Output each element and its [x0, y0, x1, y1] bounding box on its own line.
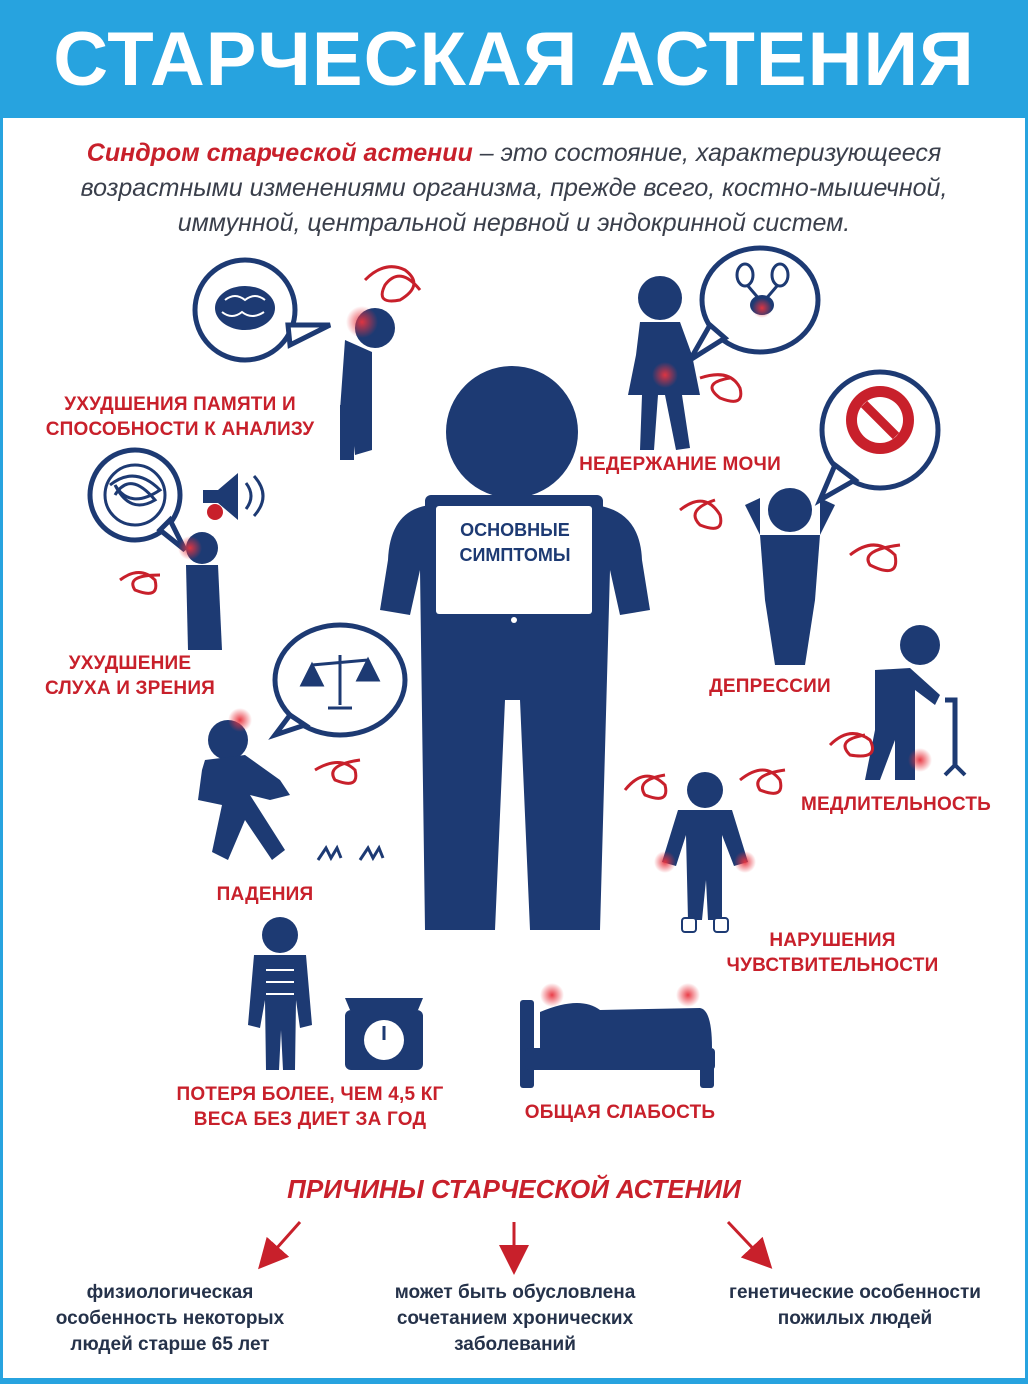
cause-2-line-2: сочетанием хронических [396, 1308, 634, 1329]
cause-arrow-left [268, 1222, 300, 1258]
bottom-border [0, 1378, 1028, 1384]
page-title: СТАРЧЕСКАЯ АСТЕНИЯ [53, 16, 975, 102]
squiggle [625, 775, 666, 798]
symptom-urine: НЕДЕРЖАНИЕ МОЧИ [579, 454, 781, 475]
symptom-sensitivity-line-2: ЧУВСТВИТЕЛЬНОСТИ [726, 955, 939, 976]
causes-title: ПРИЧИНЫ СТАРЧЕСКОЙ АСТЕНИИ [287, 1174, 741, 1204]
squiggle [315, 760, 360, 783]
symptom-slowness: МЕДЛИТЕЛЬНОСТЬ [800, 794, 992, 815]
brain-icon [215, 286, 275, 330]
bed-icon [520, 983, 715, 1088]
symptom-weight [160, 1082, 460, 1132]
cause-3-line-1: генетические особенности [729, 1282, 981, 1303]
board-line-1: ОСНОВНЫЕ [460, 520, 570, 540]
cause-item [380, 1280, 650, 1358]
hearing-figure [178, 532, 222, 650]
intro-text: – это состояние, характеризующееся возрастными изменениями организма, прежде всего, костно-мышечной, иммунной, центральной нервной и эндокринной систем. [80, 139, 948, 237]
slowness-figure [865, 625, 940, 780]
symptom-weight-line-2: ВЕСА БЕЗ ДИЕТ ЗА ГОД [193, 1109, 427, 1130]
memory-figure [340, 306, 395, 460]
squiggle [740, 770, 785, 793]
central-figure [380, 366, 650, 930]
board-line-2: СИМПТОМЫ [459, 545, 571, 565]
symptom-falls: ПАДЕНИЯ [216, 884, 314, 905]
cause-1-line-1: физиологическая [86, 1282, 254, 1303]
squiggle [120, 573, 160, 594]
intro-term: Синдром старческой астении [86, 139, 473, 167]
grass [318, 848, 383, 860]
symptom-weight-line-1: ПОТЕРЯ БОЛЕЕ, ЧЕМ 4,5 КГ [176, 1084, 444, 1105]
cause-item [710, 1280, 1000, 1332]
squiggle [700, 375, 741, 402]
symptom-depression: ДЕПРЕССИИ [709, 676, 831, 697]
squiggle [365, 267, 420, 301]
cause-3-line-2: пожилых людей [777, 1308, 933, 1329]
weight-scale-icon [345, 998, 423, 1070]
symptom-memory [30, 392, 330, 442]
squiggle [680, 500, 721, 528]
symptom-sensitivity [705, 928, 960, 978]
symptom-memory-line-2: СПОСОБНОСТИ К АНАЛИЗУ [45, 419, 315, 440]
cause-2-line-1: может быть обусловлена [394, 1282, 636, 1303]
symptom-weakness: ОБЩАЯ СЛАБОСТЬ [524, 1102, 716, 1123]
symptom-hearing-line-1: УХУДШЕНИЕ [68, 653, 192, 674]
cause-1-line-3: людей старше 65 лет [70, 1334, 270, 1355]
cane-icon [945, 700, 965, 775]
speaker-mute-icon [203, 473, 263, 520]
squiggle [830, 734, 873, 756]
no-sign-icon [846, 386, 914, 454]
thin-figure [248, 917, 312, 1070]
symptom-sensitivity-line-1: НАРУШЕНИЯ [769, 930, 896, 951]
incontinence-figure [628, 276, 700, 450]
symptom-memory-line-1: УХУДШЕНИЯ ПАМЯТИ И [64, 394, 296, 415]
depression-figure [745, 488, 835, 665]
cause-item [40, 1280, 300, 1358]
board-text [440, 518, 590, 568]
symptom-hearing-line-2: СЛУХА И ЗРЕНИЯ [44, 678, 216, 699]
symptom-hearing [30, 651, 230, 701]
cause-1-line-2: особенность некоторых [55, 1308, 285, 1329]
cause-2-line-3: заболеваний [454, 1334, 576, 1355]
squiggle [850, 545, 900, 571]
cause-arrow-right [728, 1222, 762, 1258]
sensitivity-figure [654, 772, 756, 932]
